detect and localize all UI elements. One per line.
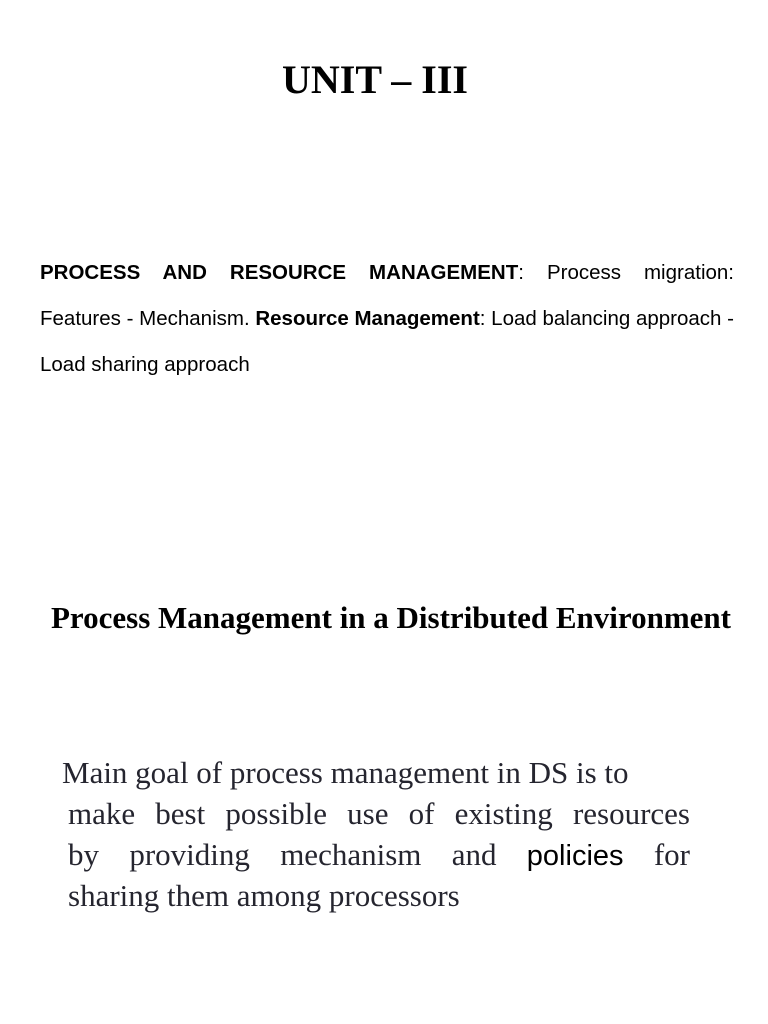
section-heading: Process Management in a Distributed Environment <box>51 600 731 635</box>
goal-line-4: sharing them among processors <box>68 878 460 913</box>
syllabus-paragraph <box>40 250 734 388</box>
syllabus-topics-process-migration: : Process migration: Features - Mechanism. <box>40 261 734 330</box>
goal-line-3-start: by providing mechanism and <box>68 837 527 872</box>
syllabus-heading-process-resource: PROCESS AND RESOURCE MANAGEMENT <box>40 261 519 284</box>
syllabus-heading-resource-management: Resource Management <box>255 307 480 330</box>
goal-line-3 <box>68 834 690 877</box>
goal-policies-word: policies <box>526 840 624 872</box>
goal-line-1: Main goal of process management in DS is to <box>62 755 629 790</box>
unit-title: UNIT – III <box>282 57 468 102</box>
syllabus-topics-load-approaches: : Load balancing approach - Load sharing approach <box>40 307 734 376</box>
goal-line-2: make best possible use of existing resources <box>68 796 690 831</box>
goal-line-3-end: for <box>623 837 690 872</box>
